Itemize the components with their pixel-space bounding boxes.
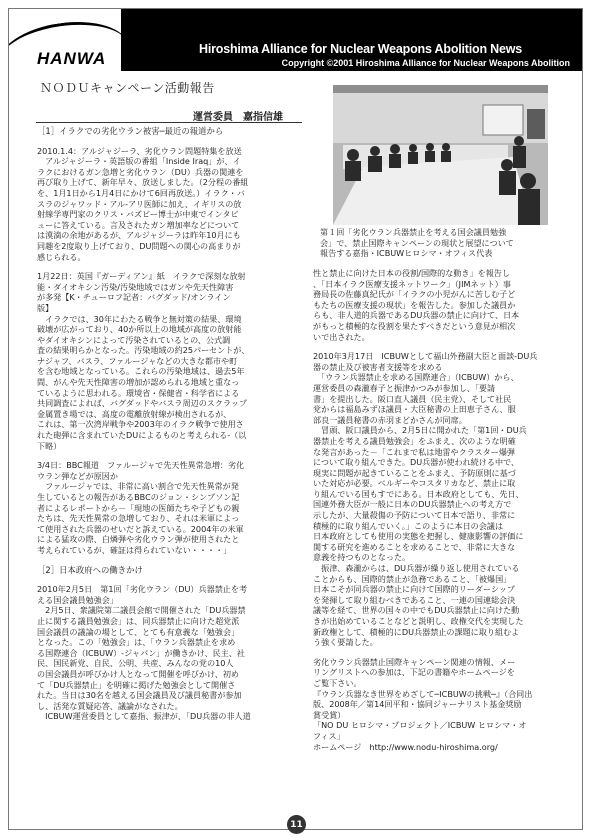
text-line: り組んでいる国もすでにある。日本政府としても、先日、	[313, 488, 524, 499]
text-line: 冒頭、阪口議員から、2月5日に開かれた「第1回・DU兵	[313, 425, 527, 436]
text-line: れた。当日は30名を越える国会議員及び議員秘書が参加	[37, 690, 242, 701]
text-line: が多発【K・チューロフ記者：バグダッド/オンライン	[37, 292, 231, 303]
caption-line: 会」で、禁止国際キャンペーンの現状と展望について	[320, 237, 514, 248]
text-line: がもっと積極的な役割を果たすべきだという意見が相次	[313, 320, 516, 331]
text-line: 意義を持つものとなった。	[313, 552, 411, 563]
paragraph-info	[313, 657, 575, 752]
text-line: たちは、先天性異常の急増しており、それは米軍によっ	[37, 513, 240, 524]
text-line: える国会議員勉強会」	[37, 594, 118, 605]
text-line: ことからも、国際的禁止が急務であること、「被爆国」	[313, 573, 512, 584]
text-line: を含む地域となっている。これらの汚染地域は、過去5年	[37, 366, 245, 377]
header-banner	[9, 9, 582, 71]
heading-japan-govt: ［2］日本政府への働きかけ	[37, 564, 143, 575]
text-line: れた砲弾に含まれていたDUによるものと考えられる-（以	[37, 430, 247, 441]
text-line: 2010年3月17日 ICBUWとして福山外務副大臣と面談-DU兵	[313, 351, 538, 362]
text-line: ているように思われる。環境省・保健省・科学省による	[37, 387, 240, 398]
text-line: 間、がんや先天性障害の増加が認められる地域と重なっ	[37, 377, 240, 388]
text-line: 国連外務大臣が一般に日本のDU兵器禁止への考え方で	[313, 499, 512, 510]
text-line: て「DU兵器禁止」を明確に掲げた勉強会として開催さ	[37, 679, 236, 690]
text-line: 共同調査によれば、バグダッドやバスラ周辺のスクラップ	[37, 398, 248, 409]
text-line: 2010.1.4：アルジャジーラ、劣化ウラン問題特集を放送	[37, 145, 242, 156]
text-line: 、「日本イラク医療支援ネットワーク」（JIMネット）事	[313, 278, 511, 289]
text-line: の国会議員が呼びかけ人となって開催を呼びかけ、初め	[37, 668, 240, 679]
text-line: し、活発な質疑応答、議論がなされた。	[37, 700, 183, 711]
text-line: による猛攻の際、白燐弾や劣化ウラン弾が使用されたと	[37, 534, 240, 545]
text-line: らも、非人道的兵器であるDU兵器の禁止に向けて、日本	[313, 310, 520, 321]
text-line: 部良一議員秘書の赤羽まどかさんが同席。	[313, 414, 467, 425]
text-line: は漠滴の余地があるが、アルジャジーラは昨年10月にも	[37, 230, 241, 241]
text-line: ューに答えている。言及されたガン増加率などについて	[37, 219, 240, 230]
left-column	[37, 126, 303, 722]
logo-text: HANWA	[37, 49, 107, 68]
text-line: 版】	[37, 302, 54, 313]
page-number: 11	[287, 815, 306, 834]
paragraph-study-session-cont	[313, 268, 575, 342]
text-line: ナジャフ、バスラ、ファルージャなどの大きな都市や町	[37, 355, 238, 366]
text-line: て使用された兵器のせいだと訴えている。2004年の米軍	[37, 523, 244, 534]
text-line: となった。この「勉強会」は、「ウラン兵器禁止を求め	[37, 637, 236, 648]
caption-line: 第１回「劣化ウラン兵器禁止を考える国会議員勉強	[320, 227, 507, 237]
right-column	[313, 268, 575, 752]
text-line: 査の結果明らかとなった。汚染地域の約25パーセントが、	[37, 345, 250, 356]
text-line: アルジャジーラ・英語版の番組「Inside Iraq」が、イ	[37, 156, 241, 167]
text-line: 示したが、大量殺傷の予防について日本で語り、非常に	[313, 510, 516, 521]
text-line: ラクにおけるガン急増と劣化ウラン（DU）兵器の関連を	[37, 166, 244, 177]
text-line: 現実に問題が起きていることをふまえ、予防原則に基づ	[313, 467, 516, 478]
byline: 運営委員 嘉指信雄	[193, 112, 283, 123]
text-line: な発言があった－「これまで私は地雷やクラスター爆弾	[313, 446, 516, 457]
text-line: 破壊が広がっており、40か所以上の地域が高度の放射能	[37, 324, 242, 335]
paragraph-mofa-meeting	[313, 351, 575, 563]
text-line: 射線学専門家のクリス・バズビー博士が中東でインタビ	[37, 209, 239, 220]
text-line: 1月22日：英国『ガーディアン』紙 イラクで深刻な放射	[37, 271, 246, 282]
text-line: イラクでは、30年にわたる戦争と無対策の結果、環境	[37, 313, 242, 324]
paragraph-study-session	[37, 584, 303, 722]
text-line: 同趣を2度取り上げており、DU問題への関心の高まりが	[37, 240, 241, 251]
text-line: いで出された。	[313, 331, 370, 342]
paragraph-guardian	[37, 271, 303, 451]
photo-caption	[320, 227, 582, 259]
text-line: ファルージャでは、非常に高い割合で先天性異常が発	[37, 481, 239, 492]
heading-iraq-du: ［1］イラクでの劣化ウラン被害─最近の報道から	[37, 126, 224, 136]
paragraph-aljazeera	[37, 146, 303, 263]
text-line: を発揮して取り組むべきであること、一連の国連総会決	[313, 594, 516, 605]
text-line: る国際連合（ICBUW）-ジャパン」が働きかけ、民主、社	[37, 647, 246, 658]
text-line: 関する研究を進めることを求めることで、非常に大きな	[313, 541, 516, 552]
text-line: 振津、森瀧からは、DU兵器が繰り返し使用されている	[313, 563, 520, 574]
text-line: 新政権として、積極的にDU兵器禁止の課題に取り組むよ	[313, 626, 520, 637]
text-line: 再び取り上げて、新年早々、放送しました。（2分程の番組	[37, 177, 249, 188]
text-line: いた対応が必要。ベルギーやコスタリカなど、禁止に取	[313, 478, 516, 489]
caption-line: 報告する嘉指・ICBUWヒロシマ・オフィス代表	[320, 248, 493, 259]
text-line: 日本政府としても使用の実態を把握し、健康影響の評価に	[313, 531, 524, 542]
text-line: 器禁止を考える議員勉強会」をふまえ、次のような明確	[313, 435, 516, 446]
text-line: 止に関する議員勉強会」は、同兵器禁止に向けた超党派	[37, 615, 240, 626]
text-line: 2010年2月5日 第1回「劣化ウラン（DU）兵器禁止を考	[37, 584, 248, 595]
text-line: 『ウラン兵器なき世界をめざして─ICBUWの挑戦─』（合同出	[313, 688, 533, 699]
hanwa-logo	[9, 9, 122, 71]
text-line: リングリストへの参加は、下記の書籍やホームページを	[313, 667, 515, 678]
text-line: 書」を提出した。阪口直人議員（民主党）、そして社民	[313, 393, 512, 404]
text-line: 務局長の佐藤真紀氏が「イラクの小児がんに苦しむ子ど	[313, 289, 516, 300]
meeting-photo-svg	[333, 85, 548, 225]
text-line: 日本こそが同兵器の禁止に向けて国際的リーダーシップ	[313, 584, 516, 595]
text-line: 「ウラン兵器禁止を求める国際連合」（ICBUW）から、	[313, 372, 519, 383]
text-line: 国会議員の議論の場として、とても有意義な「勉強会」	[37, 626, 240, 637]
text-line: きが出始めていることなどと説明し、政権交代を実現した	[313, 616, 524, 626]
text-line: を、1月1日から1月4日にかけて6回再放送。）イラク・バ	[37, 187, 245, 198]
text-line: 版、2008年／第14回平和・協同ジャーナリスト基金奨励	[313, 699, 522, 710]
text-line: 民、国民新党、自民、公明、共産、みんなの党の10人	[37, 658, 234, 669]
newsletter-title: Hiroshima Alliance for Nuclear Weapons Abolition News	[199, 42, 523, 56]
text-line: 議等を経て、世界の国々の中でもDU兵器禁止に向けた動	[313, 605, 520, 616]
text-line: もたちの医療支援の現状」を報告した。参加した議員か	[313, 299, 516, 310]
section-title: ＮＯＤＵキャンペーン活動報告	[40, 81, 215, 95]
text-line: 金属置き場では、高度の電離放射線が検出されるが、	[37, 408, 232, 419]
text-line: について取り組んできた。DU兵器が使われ続ける中で、	[313, 457, 520, 468]
text-line: フィス」	[313, 730, 345, 741]
homepage-link[interactable]: ホームページ http://www.nodu-hiroshima.org/	[313, 741, 498, 752]
text-line: やダイオキシンによって汚染されているとの、公式調	[37, 334, 231, 345]
text-line: 器の禁止及び被害者支援等を求める	[313, 361, 443, 372]
text-line: 劣化ウラン兵器禁止国際キャンペーン関連の情報、メー	[313, 656, 516, 667]
text-line: 党からは福島みずほ議員・大臣秘書の上田恵子さん、服	[313, 404, 516, 415]
text-line: 者によるレポートから－「現地の医師たちや子どもの親	[37, 502, 240, 513]
text-line: ICBUW運営委員として嘉指、振津が、「DU兵器の非人道	[37, 711, 251, 722]
text-line: ウラン弾などが原因か	[37, 470, 118, 481]
byline-rule	[36, 122, 302, 123]
text-line: 下略）	[37, 440, 62, 451]
text-line: 3/4日：BBC報道 ファルージャで先天性異常急増：劣化	[37, 460, 245, 471]
text-line: ご覧下さい。	[313, 677, 362, 688]
text-line: う強く要請した。	[313, 637, 378, 648]
text-line: 運営委員の森瀧春子と振津かつみが参加し、「要請	[313, 382, 496, 393]
text-line: 能・ダイオキシン汚染/汚染地域ではガンや先天性障害	[37, 281, 234, 292]
text-line: スラのジャワッド・アル-アリ医師に加え、イギリスの放	[37, 198, 242, 209]
paragraph-bbc	[37, 460, 303, 555]
text-line: 生しているとの報告があるBBCのジョン・シンプソン記	[37, 492, 240, 502]
text-line: これは、第一次湾岸戦争や2003年のイラク戦争で使用さ	[37, 419, 244, 430]
text-line: 感じられる。	[37, 251, 86, 262]
meeting-photo	[333, 85, 548, 225]
text-line: 考えられているが、確証は得られていない・・・・」	[37, 544, 232, 555]
text-line: 積極的に取り組んでいく。」このように本日の会議は	[313, 520, 504, 531]
text-line: 「NO DU ヒロシマ・プロジェクト／ICBUW ヒロシマ・オ	[313, 720, 527, 731]
text-line: 賞受賞）	[313, 709, 346, 720]
text-line: 2月5日、衆議院第二議員会館で開催された「DU兵器禁	[37, 605, 246, 616]
copyright-line: Copyright ©2001 Hiroshima Alliance for Nuclear Weapons Abolition	[281, 58, 570, 68]
text-line: 性と禁止に向けた日本の役割/国際的な動き」を報告し	[313, 268, 510, 278]
paragraph-request	[313, 563, 575, 648]
